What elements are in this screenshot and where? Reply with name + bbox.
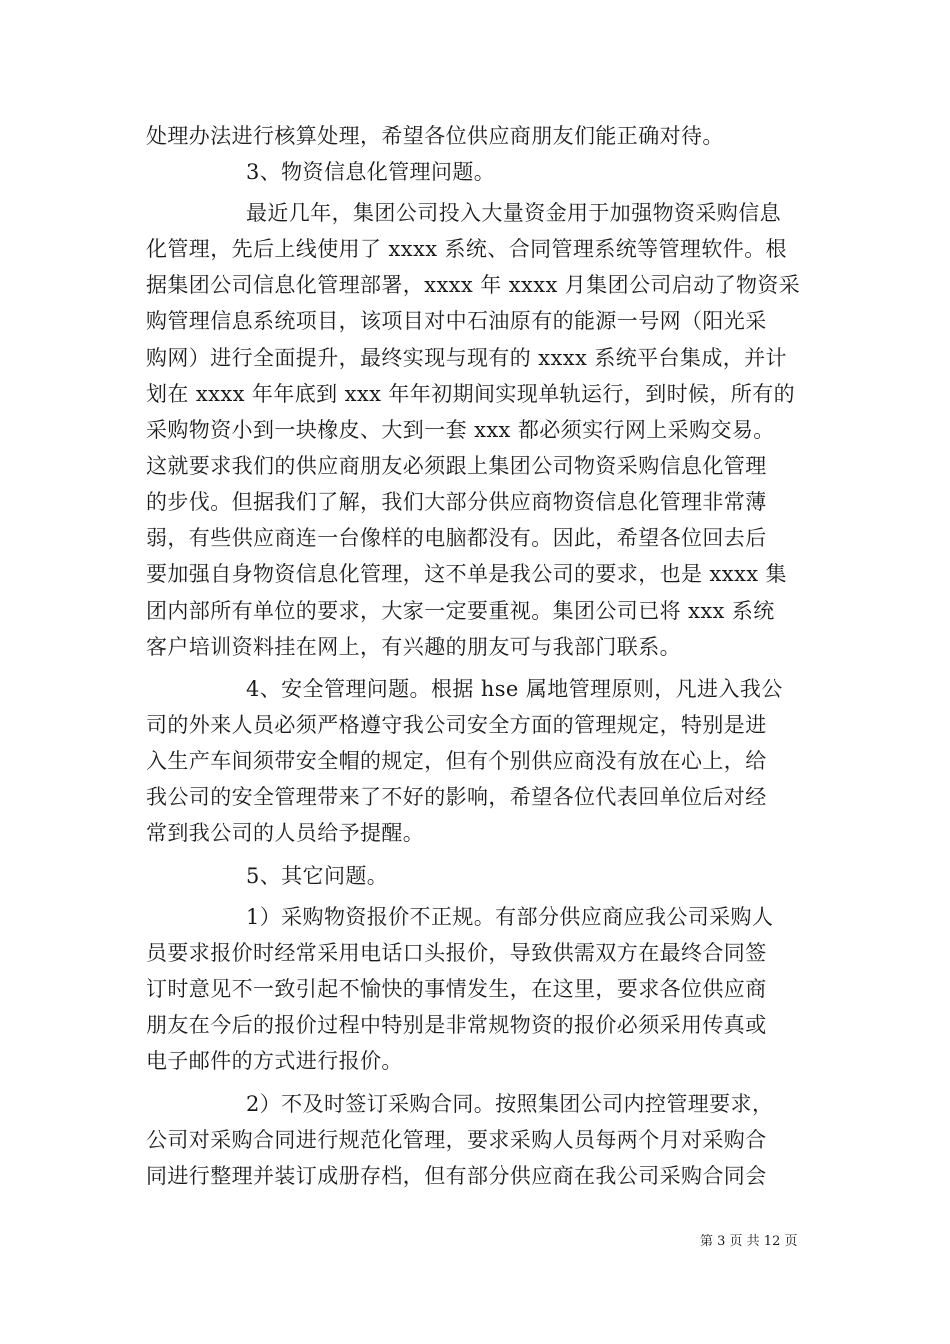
text-line: 入生产车间须带安全帽的规定，但有个别供应商没有放在心上，给 [146, 749, 767, 773]
text-line: 这就要求我们的供应商朋友必须跟上集团公司物资采购信息化管理 [146, 454, 767, 478]
text-line: 电子邮件的方式进行报价。 [146, 1049, 403, 1073]
text-line: 同进行整理并装订成册存档，但有部分供应商在我公司采购合同会 [146, 1164, 767, 1188]
text-line: 要加强自身物资信息化管理，这不单是我公司的要求，也是 xxxx 集 [146, 562, 787, 586]
text-line: 据集团公司信息化管理部署，xxxx 年 xxxx 月集团公司启动了物资采 [146, 273, 801, 297]
text-line: 2）不及时签订采购合同。按照集团公司内控管理要求， [246, 1092, 774, 1116]
text-line: 公司对采购合同进行规范化管理，要求采购人员每两个月对采购合 [146, 1128, 767, 1152]
text-line: 处理办法进行核算处理，希望各位供应商朋友们能正确对待。 [146, 124, 724, 148]
text-line: 司的外来人员必须严格遵守我公司安全方面的管理规定，特别是进 [146, 713, 767, 737]
text-line: 客户培训资料挂在网上，有兴趣的朋友可与我部门联系。 [146, 635, 681, 659]
section-heading: 3、物资信息化管理问题。 [246, 160, 496, 184]
text-line: 购管理信息系统项目，该项目对中石油原有的能源一号网（阳光采 [146, 309, 767, 333]
page-number: 第 3 页 共 12 页 [700, 1234, 798, 1249]
text-line: 我公司的安全管理带来了不好的影响，希望各位代表回单位后对经 [146, 785, 767, 809]
text-line: 划在 xxxx 年年底到 xxx 年年初期间实现单轨运行，到时候，所有的 [146, 382, 796, 406]
text-line: 的步伐。但据我们了解，我们大部分供应商物资信息化管理非常薄 [146, 490, 767, 514]
text-line: 弱，有些供应商连一台像样的电脑都没有。因此，希望各位回去后 [146, 526, 767, 550]
text-line: 常到我公司的人员给予提醒。 [146, 821, 425, 845]
text-line: 最近几年，集团公司投入大量资金用于加强物资采购信息 [246, 201, 781, 225]
text-line: 朋友在今后的报价过程中特别是非常规物资的报价必须采用传真或 [146, 1013, 767, 1037]
text-line: 员要求报价时经常采用电话口头报价，导致供需双方在最终合同签 [146, 941, 767, 965]
text-line: 1）采购物资报价不正规。有部分供应商应我公司采购人 [246, 905, 774, 929]
text-line: 采购物资小到一块橡皮、大到一套 xxx 都必须实行网上采购交易。 [146, 418, 775, 442]
section-heading: 5、其它问题。 [246, 864, 389, 888]
text-line: 订时意见不一致引起不愉快的事情发生，在这里，要求各位供应商 [146, 977, 767, 1001]
text-line: 化管理，先后上线使用了 xxxx 系统、合同管理系统等管理软件。根 [146, 237, 787, 261]
section-heading: 4、安全管理问题。根据 hse 属地管理原则，凡进入我公 [246, 677, 783, 701]
text-line: 团内部所有单位的要求，大家一定要重视。集团公司已将 xxx 系统 [146, 599, 775, 623]
text-line: 购网）进行全面提升，最终实现与现有的 xxxx 系统平台集成，并计 [146, 346, 787, 370]
